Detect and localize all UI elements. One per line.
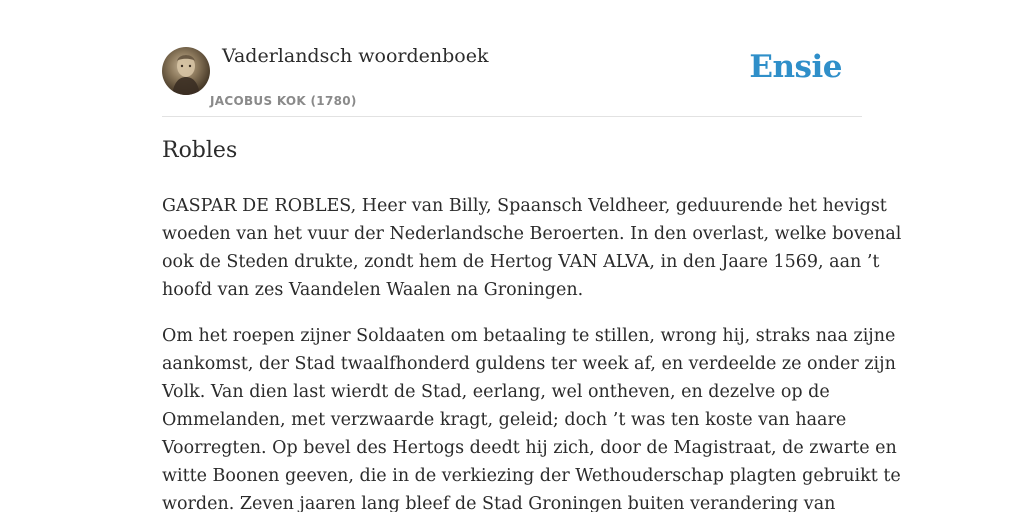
text-line: Volk. Van dien last wierdt de Stad, eerlang, wel ontheven, en dezelve op de xyxy=(162,382,830,402)
source-title[interactable]: Vaderlandsch woordenboek xyxy=(222,45,489,67)
ensie-logo[interactable]: Ensie xyxy=(749,49,842,85)
text-line: ook de Steden drukte, zondt hem de Hertog VAN ALVA, in den Jaare 1569, aan ’t xyxy=(162,252,880,272)
paragraph xyxy=(162,192,902,304)
text-line: woeden van het vuur der Nederlandsche Beroerten. In den overlast, welke bovenal xyxy=(162,224,902,244)
entry-title: Robles xyxy=(162,138,238,163)
source-author[interactable]: JACOBUS KOK (1780) xyxy=(210,94,357,108)
text-line: Om het roepen zijner Soldaaten om betaaling te stillen, wrong hij, straks naa zijne xyxy=(162,326,896,346)
source-header xyxy=(162,0,862,117)
text-line: GASPAR DE ROBLES, Heer van Billy, Spaansch Veldheer, geduurende het hevigst xyxy=(162,196,887,216)
text-line: Voorregten. Op bevel des Hertogs deedt hij zich, door de Magistraat, de zwarte en xyxy=(162,438,897,458)
author-avatar[interactable] xyxy=(162,47,210,95)
portrait-icon xyxy=(162,47,210,95)
paragraph xyxy=(162,322,901,512)
text-line: worden. Zeven jaaren lang bleef de Stad Groningen buiten verandering van xyxy=(162,494,836,512)
text-line: witte Boonen geeven, die in de verkiezing der Wethouderschap plagten gebruikt te xyxy=(162,466,901,486)
text-line: Ommelanden, met verzwaarde kragt, geleid; doch ’t was ten koste van haare xyxy=(162,410,847,430)
text-line: hoofd van zes Vaandelen Waalen na Groningen. xyxy=(162,280,584,300)
page xyxy=(162,0,902,512)
text-line: aankomst, der Stad twaalfhonderd guldens ter week af, en verdeelde ze onder zijn xyxy=(162,354,896,374)
entry-body xyxy=(162,192,902,512)
